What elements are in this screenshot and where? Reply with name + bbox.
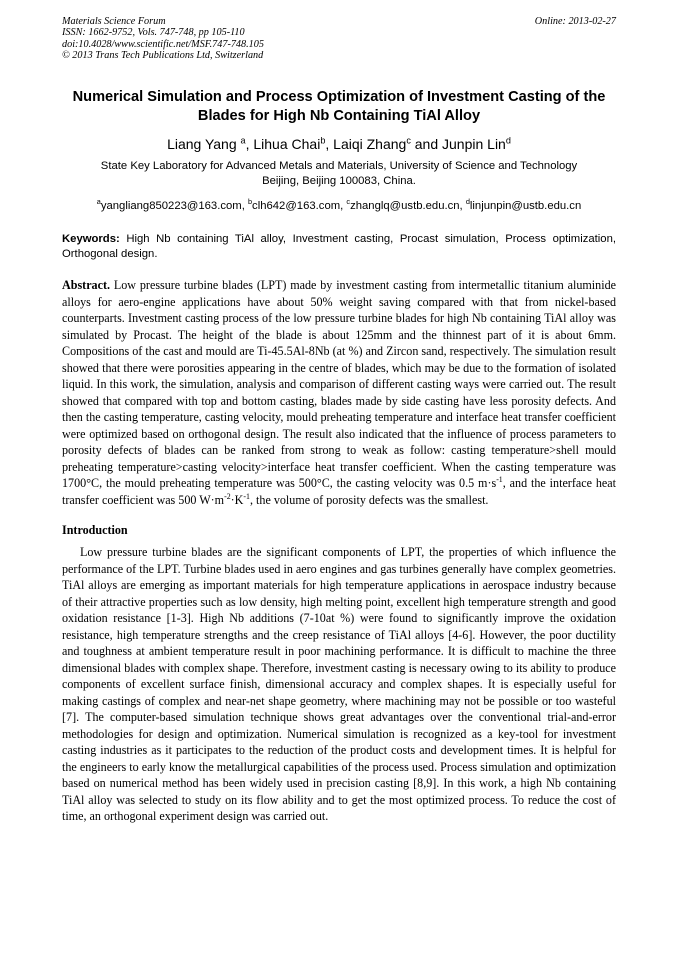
keywords-text: High Nb containing TiAl alloy, Investment casting, Procast simulation, Process optimization, Orthogonal design. (62, 233, 616, 260)
author: Junpin Lin$^d$ (442, 135, 511, 153)
keywords (62, 232, 616, 261)
keywords-label: Keywords: (62, 233, 120, 246)
abstract (62, 277, 616, 508)
section-heading-introduction: Introduction (62, 523, 128, 538)
abstract-label: Abstract. (62, 278, 111, 293)
abstract-text: ·K (230, 492, 244, 507)
paper-title: Numerical Simulation and Process Optimization of Investment Casting of the Blades for High Nb Containing TiAl Alloy (72, 89, 606, 124)
unit-exponent: -1 (243, 491, 250, 501)
email[interactable]: $^d$linjunpin@ustb.edu.cn (465, 197, 582, 213)
author-list (62, 135, 616, 153)
email[interactable]: $^a$yangliang850223@163.com, (96, 197, 248, 213)
email[interactable]: $^b$clh642@163.com, (247, 197, 347, 213)
journal-header (62, 16, 616, 61)
journal-name: Materials Science Forum (62, 16, 166, 27)
introduction-paragraph: Low pressure turbine blades are the significant components of LPT, the properties of which influence the performance of the LPT. Turbine blades used in aero engines and gas turbines generally have complex geometries. TiAl alloys are emerging as important materials for high temperature applications in aerospace industry because of their attractive properties such as low density, high melting point, excellent high temperature strength and good oxidation resistance [1-3]. High Nb additions (7-10at %) were found to significantly improve the oxidation resistance, high temperature strengths and the creep resistance of TiAl alloys [4-6]. However, the poor ductility and toughness at ambient temperature result in poor machining performance. It is difficult to machine the three dimensional blades with complex shape. Therefore, investment casting is necessary owing to its ability to produce components of excellent surface finish, dimensional accuracy and complex shapes. It is especially useful for making castings of complex and near-net shape geometry, where machining may not be possible or too wasteful [7]. The computer-based simulation technique shows great advantages over the conventional trial-and-error methodologies for design and optimization. Numerical simulation is recognized as a key-tool for investment casting industries as it participates to the reduction of the product costs and development times. It is helpful for the engineers to early know the metallurgical capabilities of the process used. Process simulation and optimization based on numerical method has been widely used in precision casting [8,9]. In this work, a high Nb containing TiAl alloy was selected to study on its flow ability and to get the most optimized process. To reduce the cost of time, an orthogonal experiment design was carried out. (62, 545, 616, 824)
abstract-text: Low pressure turbine blades (LPT) made by investment casting from intermetallic titanium aluminide alloys for aero-engine applications have about 50% weight saving compared with that from nickel-based counterparts. Investment casting process of the low pressure turbine blades for high Nb containing TiAl alloy was simulated by Procast. The height of the blade is about 125mm and the thinnest part of it is about 6mm. Compositions of the cast and mould are Ti-45.5Al-8Nb (at %) and Zircon sand, respectively. The simulation result showed that there were porosities appearing in the centre of blades, which may be due to the formation of isolated liquid. In this work, the simulation, analysis and comparison of different casting ways were carried out. The result showed that compared with top and bottom casting, blades made by side casting have less porosity defects. And then the casting temperature, casting velocity, mould preheating temperature and interface heat transfer coefficient were optimized based on orthogonal design. The result also indicated that the influence of process parameters to porosity defects of blades can be ranked from strong to weak as follow: casting temperature>shell mould preheating temperature>casting velocity>interface heat transfer coefficient. When the casting temperature was 1700°C, the mould preheating temperature was 500°C, the casting velocity was 0.5 m·s (62, 278, 616, 491)
affiliation (62, 159, 616, 189)
author: Laiqi Zhang$^c$ and (333, 135, 443, 153)
email-list (62, 199, 616, 214)
unit-exponent: -2 (224, 491, 231, 501)
abstract-text: , the volume of porosity defects was the smallest. (249, 492, 489, 507)
author: Lihua Chai$^b$, (253, 135, 334, 153)
author: Liang Yang $^a$, (167, 135, 254, 153)
email[interactable]: $^c$zhanglq@ustb.edu.cn, (346, 197, 466, 213)
online-date: Online: 2013-02-27 (534, 16, 616, 27)
doi-line[interactable]: doi:10.4028/www.scientific.net/MSF.747-748.105 (62, 38, 264, 50)
affiliation-line: Beijing, Beijing 100083, China. (262, 175, 416, 188)
affiliation-line: State Key Laboratory for Advanced Metals and Materials, University of Science and Technology (100, 160, 578, 173)
copyright-line: © 2013 Trans Tech Publications Ltd, Switzerland (62, 49, 264, 61)
issn-line: ISSN: 1662-9752, Vols. 747-748, pp 105-110 (62, 27, 245, 39)
unit-exponent: -1 (496, 475, 503, 485)
abstract-text: , and the interface heat transfer coefficient was 500 W·m (62, 476, 616, 507)
